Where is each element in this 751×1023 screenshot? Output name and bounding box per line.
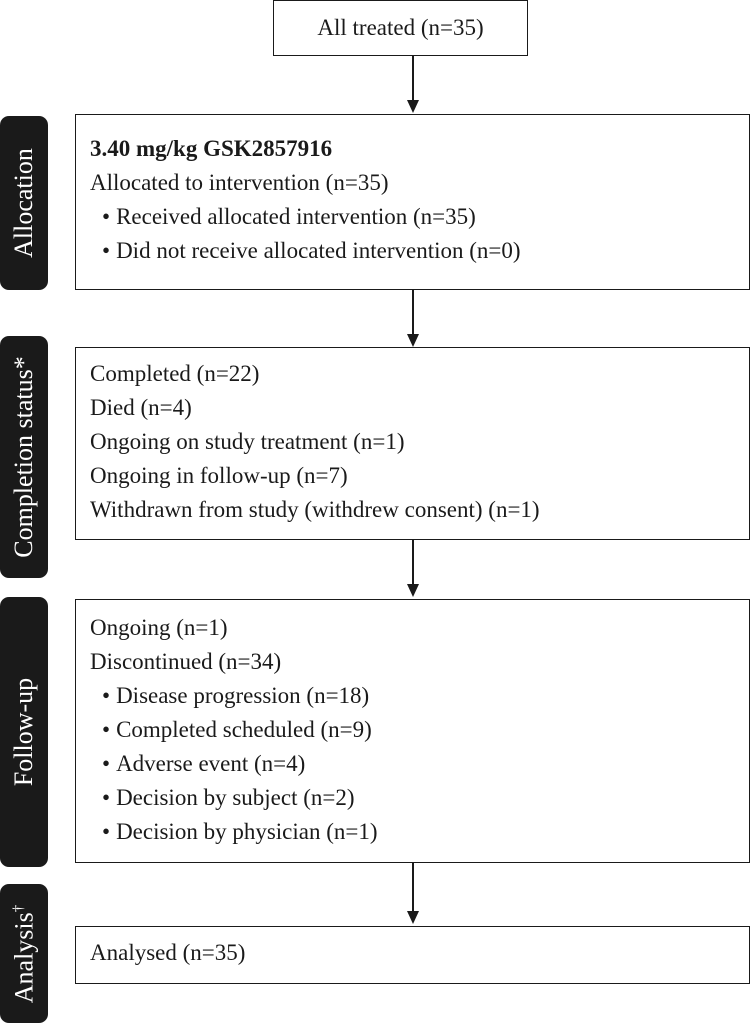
arrow-head-analysis [407,911,419,924]
decision-physician-item: • Decision by physician (n=1) [90,815,749,849]
completion-status-box [75,347,750,540]
adverse-event-item: • Adverse event (n=4) [90,747,749,781]
followup-stage-text: Follow-up [9,677,38,787]
arrow-to-analysis [412,863,414,911]
arrow-head-followup [407,584,419,597]
arrow-head-allocation [407,100,419,113]
completed-scheduled-item: • Completed scheduled (n=9) [90,713,749,747]
analysis-footnote-mark: † [10,904,27,912]
ongoing-treatment-line: Ongoing on study treatment (n=1) [90,429,405,454]
allocated-line: Allocated to intervention (n=35) [90,170,389,195]
allocation-stage-text: Allocation [9,148,39,258]
ongoing-followup-line: Ongoing in follow-up (n=7) [90,463,348,488]
analysis-stage-text [9,904,39,1003]
ongoing-line: Ongoing (n=1) [90,615,228,640]
analysis-box [75,926,750,984]
arrow-to-allocation [412,56,414,100]
analysis-stage-label [0,884,48,1023]
analysed-line: Analysed (n=35) [90,940,246,965]
allocation-stage-label [0,116,48,290]
arrow-to-completion [412,290,414,334]
received-allocated-item: • Received allocated intervention (n=35) [90,200,749,234]
decision-subject-item: • Decision by subject (n=2) [90,781,749,815]
withdrawn-line: Withdrawn from study (withdrew consent) (n=1) [90,497,540,522]
allocation-box [75,114,750,290]
not-received-allocated-item: • Did not receive allocated intervention (n=0) [90,234,749,268]
arrow-head-completion [407,334,419,347]
completion-footnote-mark: * [9,356,38,370]
discontinued-line: Discontinued (n=34) [90,649,282,674]
disease-progression-item: • Disease progression (n=18) [90,679,749,713]
completion-stage-title: Completion status [9,369,38,558]
arrow-to-followup [412,540,414,584]
dose-heading: 3.40 mg/kg GSK2857916 [90,136,333,161]
all-treated-box [273,0,528,56]
completed-line: Completed (n=22) [90,361,260,386]
completion-stage-text [9,356,39,558]
died-line: Died (n=4) [90,395,192,420]
analysis-stage-title: Analysis [9,911,38,1003]
followup-stage-label [0,597,48,867]
all-treated-label: All treated (n=35) [317,15,484,40]
followup-box [75,599,750,863]
completion-stage-label [0,336,48,578]
